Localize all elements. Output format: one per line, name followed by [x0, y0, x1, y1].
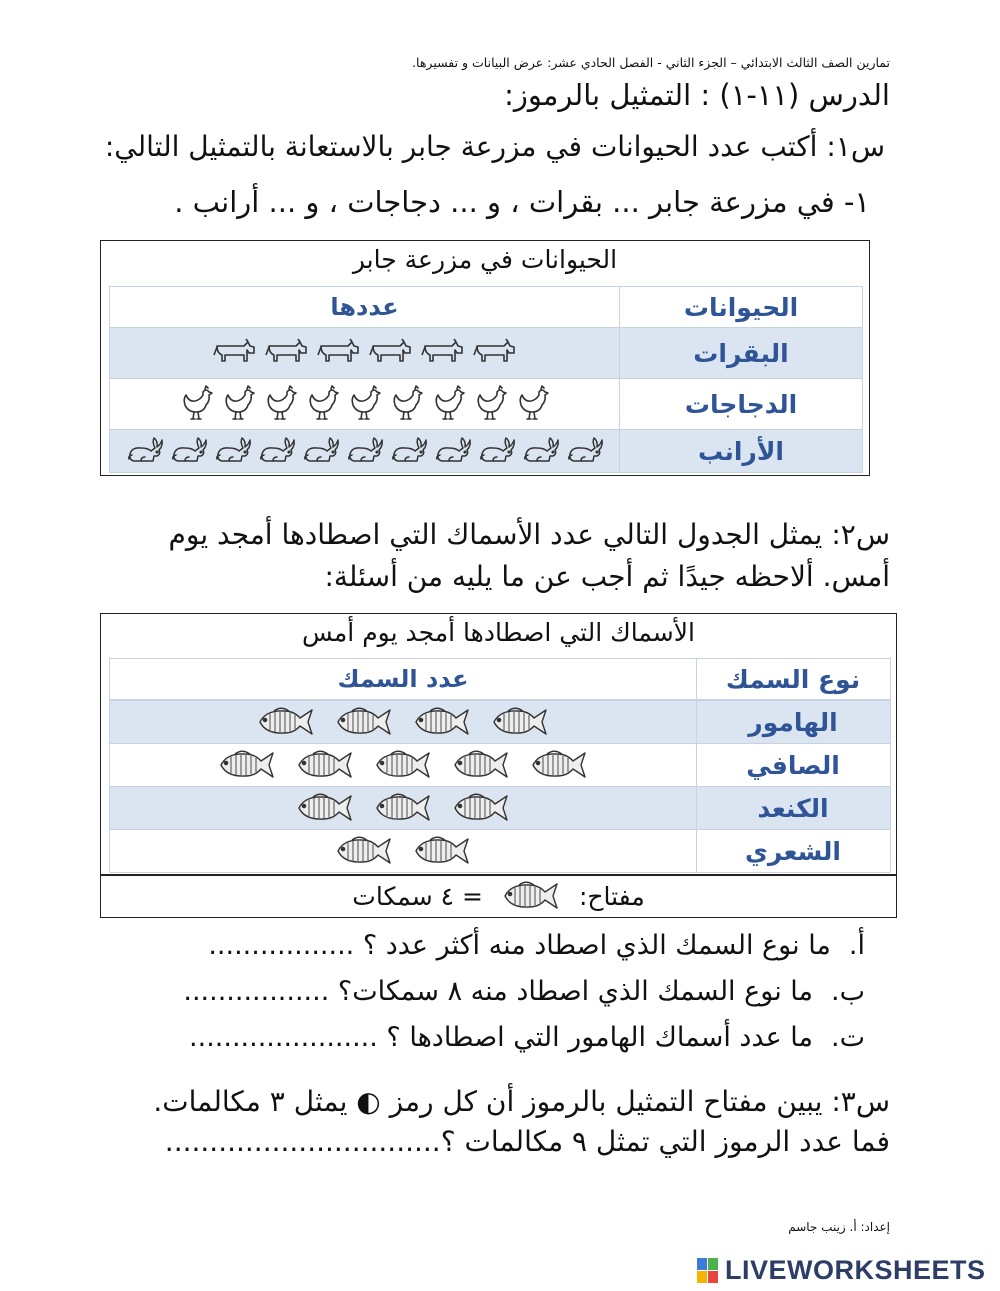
fish-icon: [451, 791, 511, 825]
cow-icon: [317, 337, 361, 369]
q3-line1: س٣: يبين مفتاح التمثيل بالرموز أن كل رمز ◐ يمثل ٣ مكالمات.: [153, 1085, 890, 1118]
subquestion-letter: ت.: [830, 1021, 865, 1053]
fish-icon: [529, 748, 589, 782]
chicken-icon: [180, 385, 214, 423]
list-item: [115, 968, 865, 1014]
table-row: [109, 786, 891, 830]
list-item: [115, 922, 865, 968]
fish-icon: [334, 705, 394, 739]
cow-icon: [421, 337, 465, 369]
row-label-rabbits: الأرانب: [698, 436, 784, 466]
table-row: [109, 700, 891, 744]
fish-icon: [295, 748, 355, 782]
chicken-icon: [390, 385, 424, 423]
rabbit-icon: [346, 436, 384, 466]
fish-icon: [490, 705, 550, 739]
fish-icons: [110, 830, 696, 872]
q2-prompt-line2: أمس. ألاحظه جيدًا ثم أجب عن ما يليه من أسئلة:: [324, 560, 890, 593]
fish-table-title: الأسماك التي اصطادها أمجد يوم أمس: [302, 618, 695, 647]
subquestion-text: ما نوع السمك الذي اصطاد منه ٨ سمكات؟ .................: [183, 975, 813, 1007]
fish-icon: [412, 834, 472, 868]
chicken-icon: [222, 385, 256, 423]
brand-name: LIVEWORKSHEETS: [725, 1255, 986, 1285]
list-item: [115, 1014, 865, 1060]
fish-icons: [110, 744, 696, 786]
row-label-hamour: الهامور: [748, 707, 838, 737]
table-row: [109, 429, 863, 473]
rabbit-icon: [258, 436, 296, 466]
cow-icon: [473, 337, 517, 369]
fish-icon: [334, 834, 394, 868]
chicken-icon: [264, 385, 298, 423]
rabbit-icon: [478, 436, 516, 466]
chicken-icon: [306, 385, 340, 423]
q3-line2: فما عدد الرموز التي تمثل ٩ مكالمات ؟...............................: [164, 1125, 890, 1158]
rabbit-icon: [566, 436, 604, 466]
animals-header-category: الحيوانات: [683, 292, 799, 322]
row-label-cows: البقرات: [693, 338, 789, 368]
subquestion-letter: ب.: [830, 975, 865, 1007]
rabbit-icon: [434, 436, 472, 466]
row-label-safi: الصافي: [746, 750, 840, 780]
animals-table: [100, 240, 870, 476]
row-label-shaari: الشعري: [745, 836, 841, 866]
cow-icon: [369, 337, 413, 369]
rabbit-icon: [522, 436, 560, 466]
table-row: [109, 743, 891, 787]
fish-icon: [295, 791, 355, 825]
fish-icon: [373, 748, 433, 782]
subquestion-list: [115, 922, 865, 1060]
fish-header-category: نوع السمك: [725, 664, 861, 694]
author-credit: إعداد: أ. زينب جاسم: [788, 1220, 890, 1234]
cow-icons: [110, 328, 619, 378]
row-label-kanad: الكنعد: [757, 793, 829, 823]
fish-icon: [412, 705, 472, 739]
rabbit-icons: [110, 430, 619, 472]
animals-table-title: الحيوانات في مزرعة جابر: [352, 245, 618, 274]
brand-logo: [697, 1255, 986, 1286]
q2-prompt-line1: س٢: يمثل الجدول التالي عدد الأسماك التي اصطادها أمجد يوم: [168, 518, 890, 551]
fish-key: [101, 876, 896, 916]
rabbit-icon: [126, 436, 164, 466]
fish-icons: [110, 787, 696, 829]
lesson-title: الدرس (١١-١) : التمثيل بالرموز:: [504, 78, 890, 112]
table-row: [109, 378, 863, 430]
rabbit-icon: [302, 436, 340, 466]
table-row: [109, 327, 863, 379]
animals-header-count: عددها: [330, 293, 399, 321]
chicken-icon: [474, 385, 508, 423]
key-fish-icon: [501, 879, 561, 913]
rabbit-icon: [170, 436, 208, 466]
subquestion-text: ما عدد أسماك الهامور التي اصطادها ؟ ......................: [189, 1021, 813, 1053]
cow-icon: [213, 337, 257, 369]
chicken-icon: [432, 385, 466, 423]
rabbit-icon: [390, 436, 428, 466]
key-value: = ٤ سمكات: [352, 881, 483, 911]
fish-header-count: عدد السمك: [337, 665, 469, 693]
key-label: مفتاح:: [578, 881, 645, 911]
q1-statement: ١- في مزرعة جابر ... بقرات ، و ... دجاجات ، و ... أرانب .: [174, 185, 870, 219]
fish-icon: [451, 748, 511, 782]
animals-header-row: [109, 286, 863, 328]
subquestion-text: ما نوع السمك الذي اصطاد منه أكثر عدد ؟ .................: [208, 929, 831, 961]
subquestion-letter: أ.: [848, 929, 865, 961]
table-row: [109, 829, 891, 873]
fish-icon: [256, 705, 316, 739]
fish-table: [100, 613, 897, 918]
cow-icon: [265, 337, 309, 369]
liveworksheets-icon: [697, 1258, 719, 1284]
q1-prompt: س١: أكتب عدد الحيوانات في مزرعة جابر بالاستعانة بالتمثيل التالي:: [104, 130, 885, 163]
fish-header-row: [109, 658, 891, 700]
fish-icon: [217, 748, 277, 782]
course-line: تمارين الصف الثالث الابتدائي – الجزء الثاني - الفصل الحادي عشر: عرض البيانات و تفسيرها.: [412, 55, 890, 70]
chicken-icon: [516, 385, 550, 423]
chicken-icons: [110, 379, 619, 429]
rabbit-icon: [214, 436, 252, 466]
row-label-chickens: الدجاجات: [684, 389, 798, 419]
fish-icon: [373, 791, 433, 825]
chicken-icon: [348, 385, 382, 423]
fish-icons: [110, 701, 696, 743]
